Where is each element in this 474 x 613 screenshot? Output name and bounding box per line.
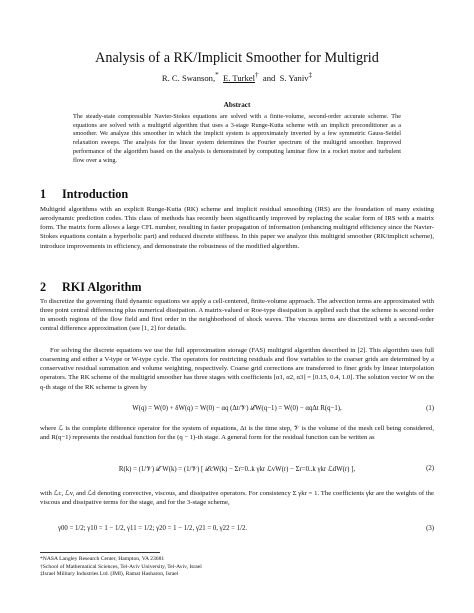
author-yaniv: S. Yaniv (279, 72, 309, 83)
rki-paragraph-1: To discretize the governing fluid dynamic equations we apply a cell-centered, finite-volume approach. The advection terms are approximated with three point central differencing plus numerical dissipation. A matrix-valued or Roe-type dissipation is applied such that the scheme is second order in smooth regions of the flow field and first order in the neighborhood of shock waves. The viscous terms are discretized with a second-order central difference approximation (see [1, 2] for details. (40, 298, 434, 333)
footnotes (40, 556, 434, 579)
abstract-text: The steady-state compressible Navier-Stokes equations are solved with a finite-volume, second-order accurate scheme. The equations are solved with a multigrid algorithm that uses a 3-stage Runge-Kutta scheme with an implicit preconditioner as a smoother. We analyze this smoother in which the implicit system is approximately inverted by a few symmetric Gauss-Seidel relaxation sweeps. The analysis for the linear system determines the Fourier spectrum of the multigrid smoother. Improved performance of the algorithm based on the analysis is demonstrated by computing laminar flow in a rocket motor and turbulent flow over a wing. (73, 113, 401, 164)
rki-paragraph-4: with ℒc, ℒv, and ℒd denoting convective, viscous, and dissipative operators. For consistency Σ γkr = 1. The coefficients γkr are the weights of the viscous and dissipative terms for the stage, and for the 3-stage scheme, (40, 490, 434, 507)
paper-title: Analysis of a RK/Implicit Smoother for Multigrid (95, 50, 379, 66)
footnote-rule (40, 552, 160, 553)
author-mark-1: * (215, 71, 219, 79)
equation-1-number: (1) (426, 405, 434, 412)
author-turkel: E. Turkel (223, 72, 256, 83)
footnote-imi: ‡Israel Military Industries Ltd. (IMI), Ramat Hasharon, Israel (40, 571, 179, 578)
equation-3-body: γ00 = 1/2; γ10 = 1 − 1/2, γ11 = 1/2; γ20 = 1 − 1/2, γ21 = 0, γ22 = 1/2. (58, 525, 248, 532)
equation-3 (40, 523, 434, 539)
author-mark-3: ‡ (308, 71, 313, 79)
author-mark-2: † (255, 71, 259, 79)
section-1-title: Introduction (62, 187, 129, 201)
introduction-paragraph: Multigrid algorithms with an explicit Runge-Kutta (RK) scheme and implicit residual smoothing (IRS) are the foundation of many existing aerodynamic prediction codes. This class of methods has recently been significantly improved by replacing the scalar form of IRS with a matrix form. The matrix form allows a large CFL number, resulting in faster propagation of information (enhancing multigrid efficiency since the Navier-Stokes equations contain a hyperbolic part) and reduced discrete stiffness. In this paper we analyze this multigrid smoother (RK/implicit scheme), introduce improvements in efficiency, and demonstrate the robustness of the modified algorithm. (40, 206, 434, 250)
author-swanson: R. C. Swanson, (161, 72, 216, 83)
equation-2-body: R(k) = (1/𝒱) ℒ W(k) = (1/𝒱) [ ℒcW(k) − Σr=0..k γkr ℒvW(r) − Σr=0..k γkr ℒdW(r) ], (118, 466, 356, 473)
abstract-heading: Abstract (223, 101, 251, 109)
footnote-tel-aviv: †School of Mathematical Sciences, Tel-Aviv University, Tel-Aviv, Israel (40, 563, 202, 570)
rki-paragraph-3: where ℒ is the complete difference operator for the system of equations, Δt is the time step, 𝒱 is the volume of the mesh cell being considered, and R(q−1) represents the residual function for the (q − 1)-th stage. A general form for the residual function can be written as (40, 425, 434, 442)
equation-3-number: (3) (426, 525, 434, 532)
section-2-title: RKI Algorithm (62, 280, 142, 294)
section-2-heading (40, 280, 142, 294)
author-line (0, 70, 474, 84)
section-1-number: 1 (40, 187, 47, 201)
equation-1 (40, 403, 434, 419)
equation-2-number: (2) (426, 465, 434, 472)
section-2-number: 2 (40, 280, 47, 294)
footnote-nasa: *NASA Langley Research Center, Hampton, VA 23681 (40, 556, 165, 562)
author-and: and (262, 72, 276, 83)
section-1-heading (40, 187, 128, 201)
equation-1-body: W(q) = W(0) + δW(q) = W(0) − αq (Δt/𝒱) ℒW(q−1) = W(0) − αqΔt R(q−1), (132, 405, 342, 412)
equation-2 (40, 460, 434, 482)
rki-paragraph-2: For solving the discrete equations we use the full approximation storage (FAS) multigrid algorithm described in [2]. This algorithm uses full coarsening and either a V-type or W-type cycle. The operators for restricting residuals and flow variables to the coarser grids are determined by a conservative residual summation and volume weighting, respectively. Coarse grid corrections are transferred to finer grids by linear interpolation operators. The RK scheme of the multigrid smoother has three stages with coefficients [α1, α2, α3] = [0.15, 0.4, 1.0]. The solution vector W on the q-th stage of the RK scheme is given by (40, 347, 434, 391)
